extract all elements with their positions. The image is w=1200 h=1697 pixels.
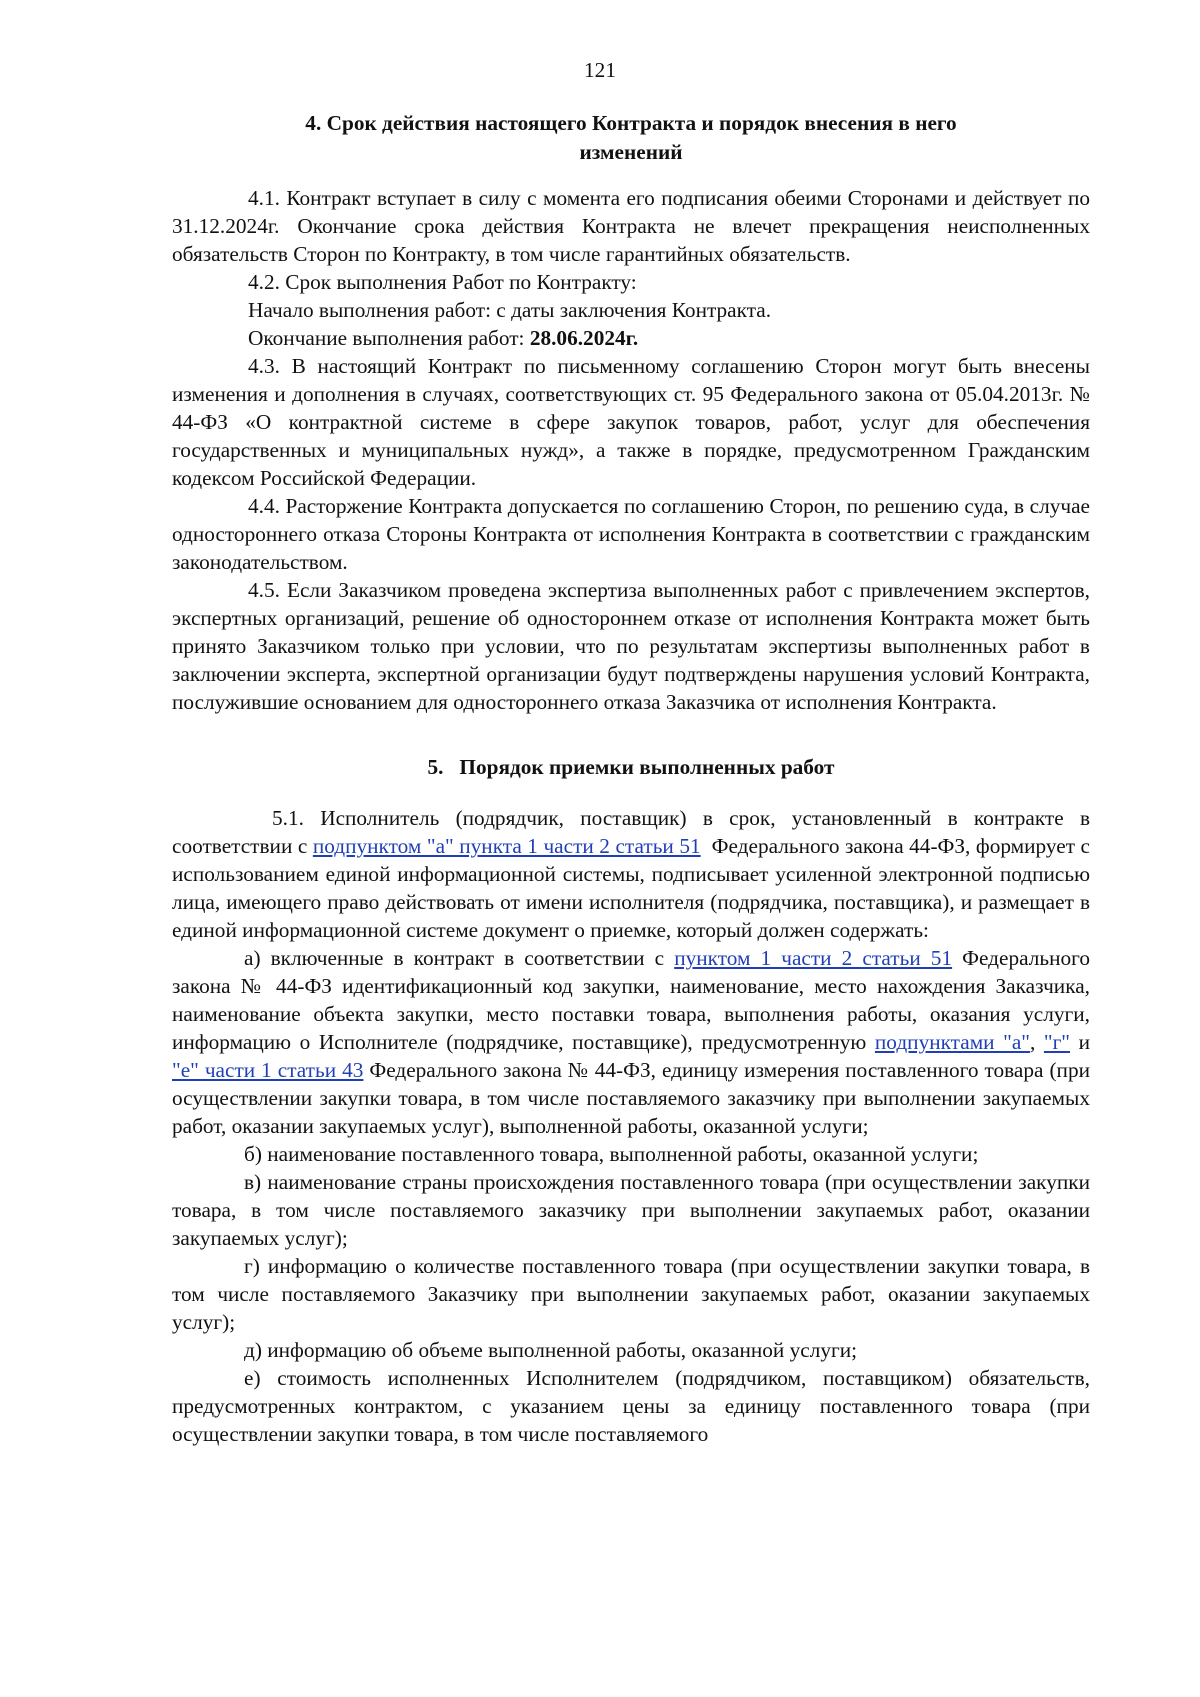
page-number: 121 [584, 58, 616, 82]
item-a-text: а) включенные в контракт в соответствии с [244, 946, 675, 970]
link-subpoint-e-article-43[interactable]: "е" части 1 статьи 43 [172, 1058, 364, 1082]
item-g: г) информацию о количестве поставленного товара (при осуществлении закупки товара, в том числе поставляемого Заказчику при выполнении закупаемых работ, оказании закупаемых услуг); [172, 1254, 1090, 1334]
work-end-label: Окончание выполнения работ: [248, 326, 530, 350]
paragraph-4-2: 4.2. Срок выполнения Работ по Контракту: [248, 270, 637, 294]
link-subpoint-a-article-51[interactable]: подпунктом "а" пункта 1 части 2 статьи 51 [312, 834, 701, 858]
paragraph-5-1-text-cont: Федерального закона 44-ФЗ, формирует с использованием единой информационной системы, подписывает усиленной электронной подписью лица, имеющего право действовать от имени исполнителя (подрядчика, поставщика), и размещает в единой информационной системе документ о приемке, который должен содержать: [172, 834, 1091, 942]
section-5-title: 5. Порядок приемки выполненных работ [427, 755, 835, 779]
item-a [172, 944, 1090, 1140]
paragraph-5-1 [172, 804, 1090, 944]
paragraph-4-4: 4.4. Расторжение Контракта допускается по соглашению Сторон, по решению суда, в случае одностороннего отказа Стороны Контракта от исполнения Контракта в соответствии с гражданским законодательством. [172, 494, 1090, 574]
item-a-sep: , [1029, 1030, 1044, 1054]
link-subpoints-a[interactable]: подпунктами "а" [874, 1030, 1030, 1054]
work-end-date: 28.06.2024г. [529, 326, 639, 350]
section-4-title-line1: 4. Срок действия настоящего Контракта и порядок внесения в него [305, 111, 957, 135]
paragraph-4-2-start: Начало выполнения работ: с даты заключения Контракта. [248, 298, 772, 322]
section-4-title [172, 109, 1090, 167]
paragraph-4-3: 4.3. В настоящий Контракт по письменному соглашению Сторон могут быть внесены изменения и дополнения в случаях, соответствующих ст. 95 Федерального закона от 05.04.2013г. № 44-ФЗ «О контрактной системе в сфере закупок товаров, работ, услуг для обеспечения государственных и муниципальных нужд», а также в порядке, предусмотренном Гражданским кодексом Российской Федерации. [172, 354, 1090, 490]
item-a-text-cont: Федерального закона № 44-ФЗ идентификационный код закупки, наименование, место нахождения Заказчика, наименование объекта закупки, место поставки товара, выполнения работы, оказания услуги, информацию о Исполнителе (подрядчике, поставщике), предусмотренную [172, 946, 1090, 1054]
section-4-body [172, 184, 1090, 716]
link-subpoint-g[interactable]: "г" [1043, 1030, 1070, 1054]
item-e: е) стоимость исполненных Исполнителем (подрядчиком, поставщиком) обязательств, предусмотренных контрактом, с указанием цены за единицу поставленного товара (при осуществлении закупки товара, в том числе поставляемого [172, 1366, 1090, 1446]
item-d: д) информацию об объеме выполненной работы, оказанной услуги; [244, 1338, 858, 1362]
item-a-text-end: Федерального закона № 44-ФЗ, единицу измерения поставленного товара (при осуществлении закупки товара, в том числе поставляемого заказчику при выполнении закупаемых работ, оказании закупаемых услуг), выполненной работы, оказанной услуги; [172, 1058, 1090, 1138]
item-b: б) наименование поставленного товара, выполненной работы, оказанной услуги; [244, 1142, 979, 1166]
section-5-body [172, 804, 1090, 1448]
item-v: в) наименование страны происхождения поставленного товара (при осуществлении закупки товара, в том числе поставляемого заказчику при выполнении закупаемых работ, оказании закупаемых услуг); [172, 1170, 1090, 1250]
link-point-1-article-51[interactable]: пунктом 1 части 2 статьи 51 [674, 946, 953, 970]
paragraph-4-2-end [172, 324, 1090, 352]
paragraph-4-5: 4.5. Если Заказчиком проведена экспертиза выполненных работ с привлечением экспертов, экспертных организаций, решение об одностороннем отказе от исполнения Контракта может быть принято Заказчиком только при условии, что по результатам экспертизы выполненных работ в заключении эксперта, экспертной организации будут подтверждены нарушения условий Контракта, послужившие основанием для одностороннего отказа Заказчика от исполнения Контракта. [172, 578, 1090, 714]
paragraph-4-1: 4.1. Контракт вступает в силу с момента его подписания обеими Сторонами и действует по 31.12.2024г. Окончание срока действия Контракта не влечет прекращения неисполненных обязательств Сторон по Контракту, в том числе гарантийных обязательств. [172, 186, 1090, 266]
paragraph-5-1-text: 5.1. Исполнитель (подрядчик, поставщик) в срок, установленный в контракте в соответствии с [172, 806, 1090, 858]
section-4-title-line2: изменений [579, 140, 683, 164]
item-a-sep2: и [1070, 1030, 1090, 1054]
